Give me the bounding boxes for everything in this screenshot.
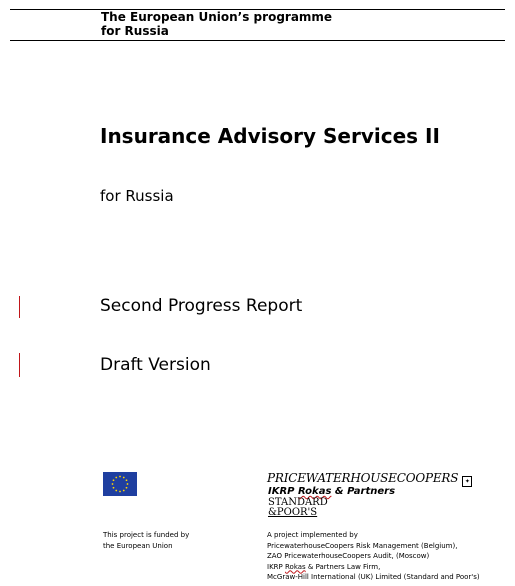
implemented-line-4-name: Rokas [284, 562, 306, 571]
eu-star-icon [126, 487, 128, 489]
eu-star-icon [115, 477, 117, 479]
eu-star-icon [112, 483, 114, 485]
eu-stars-icon [103, 472, 137, 496]
implemented-line-4-prefix: IKRP [267, 562, 283, 571]
implemented-line-4 [267, 562, 480, 573]
pwc-logo-text: PRICEWATERHOUSECOOPERS [267, 471, 459, 485]
change-bar-report [19, 296, 20, 318]
ikrp-logo-name: Rokas [297, 486, 332, 497]
ikrp-logo [268, 486, 395, 497]
implemented-line-5: McGraw-Hill International (UK) Limited (Standard and Poor's) [267, 573, 480, 581]
ikrp-logo-prefix: IKRP [268, 486, 295, 497]
funding-line-1: This project is funded by [103, 531, 190, 539]
eu-star-icon [126, 479, 128, 481]
change-bar-version [19, 353, 20, 377]
sp-logo-line-1: STANDARD [268, 497, 328, 508]
implemented-note [267, 530, 480, 583]
pwc-emblem-icon: ✦ [462, 476, 472, 487]
eu-star-icon [119, 476, 121, 478]
eu-flag-logo [103, 472, 137, 496]
ikrp-logo-suffix: & Partners [334, 486, 396, 497]
implemented-line-3: ZAO PricewaterhouseCoopers Audit, (Moscow) [267, 552, 430, 560]
eu-star-icon [113, 487, 115, 489]
sp-logo-line-2: &POOR'S [268, 507, 318, 518]
eu-star-icon [115, 490, 117, 492]
pwc-logo [267, 471, 472, 487]
report-name: Second Progress Report [100, 296, 303, 316]
funding-note [103, 530, 189, 551]
eu-star-icon [113, 479, 115, 481]
document-title: Insurance Advisory Services II [100, 124, 440, 148]
sp-logo [268, 498, 328, 518]
header-line-1: The European Union’s programme [101, 10, 333, 24]
header-bottom-rule [10, 40, 505, 41]
implemented-line-4-suffix: & Partners Law Firm, [307, 562, 381, 571]
eu-star-icon [123, 490, 125, 492]
eu-star-icon [119, 491, 121, 493]
eu-star-icon [123, 477, 125, 479]
implemented-line-2: PricewaterhouseCoopers Risk Management (Belgium), [267, 541, 458, 550]
document-subtitle: for Russia [100, 187, 174, 205]
implemented-line-1: A project implemented by [267, 531, 358, 539]
eu-star-icon [127, 483, 129, 485]
version-label: Draft Version [100, 355, 211, 375]
header-line-2: for Russia [101, 24, 169, 38]
funding-line-2: the European Union [103, 541, 173, 550]
